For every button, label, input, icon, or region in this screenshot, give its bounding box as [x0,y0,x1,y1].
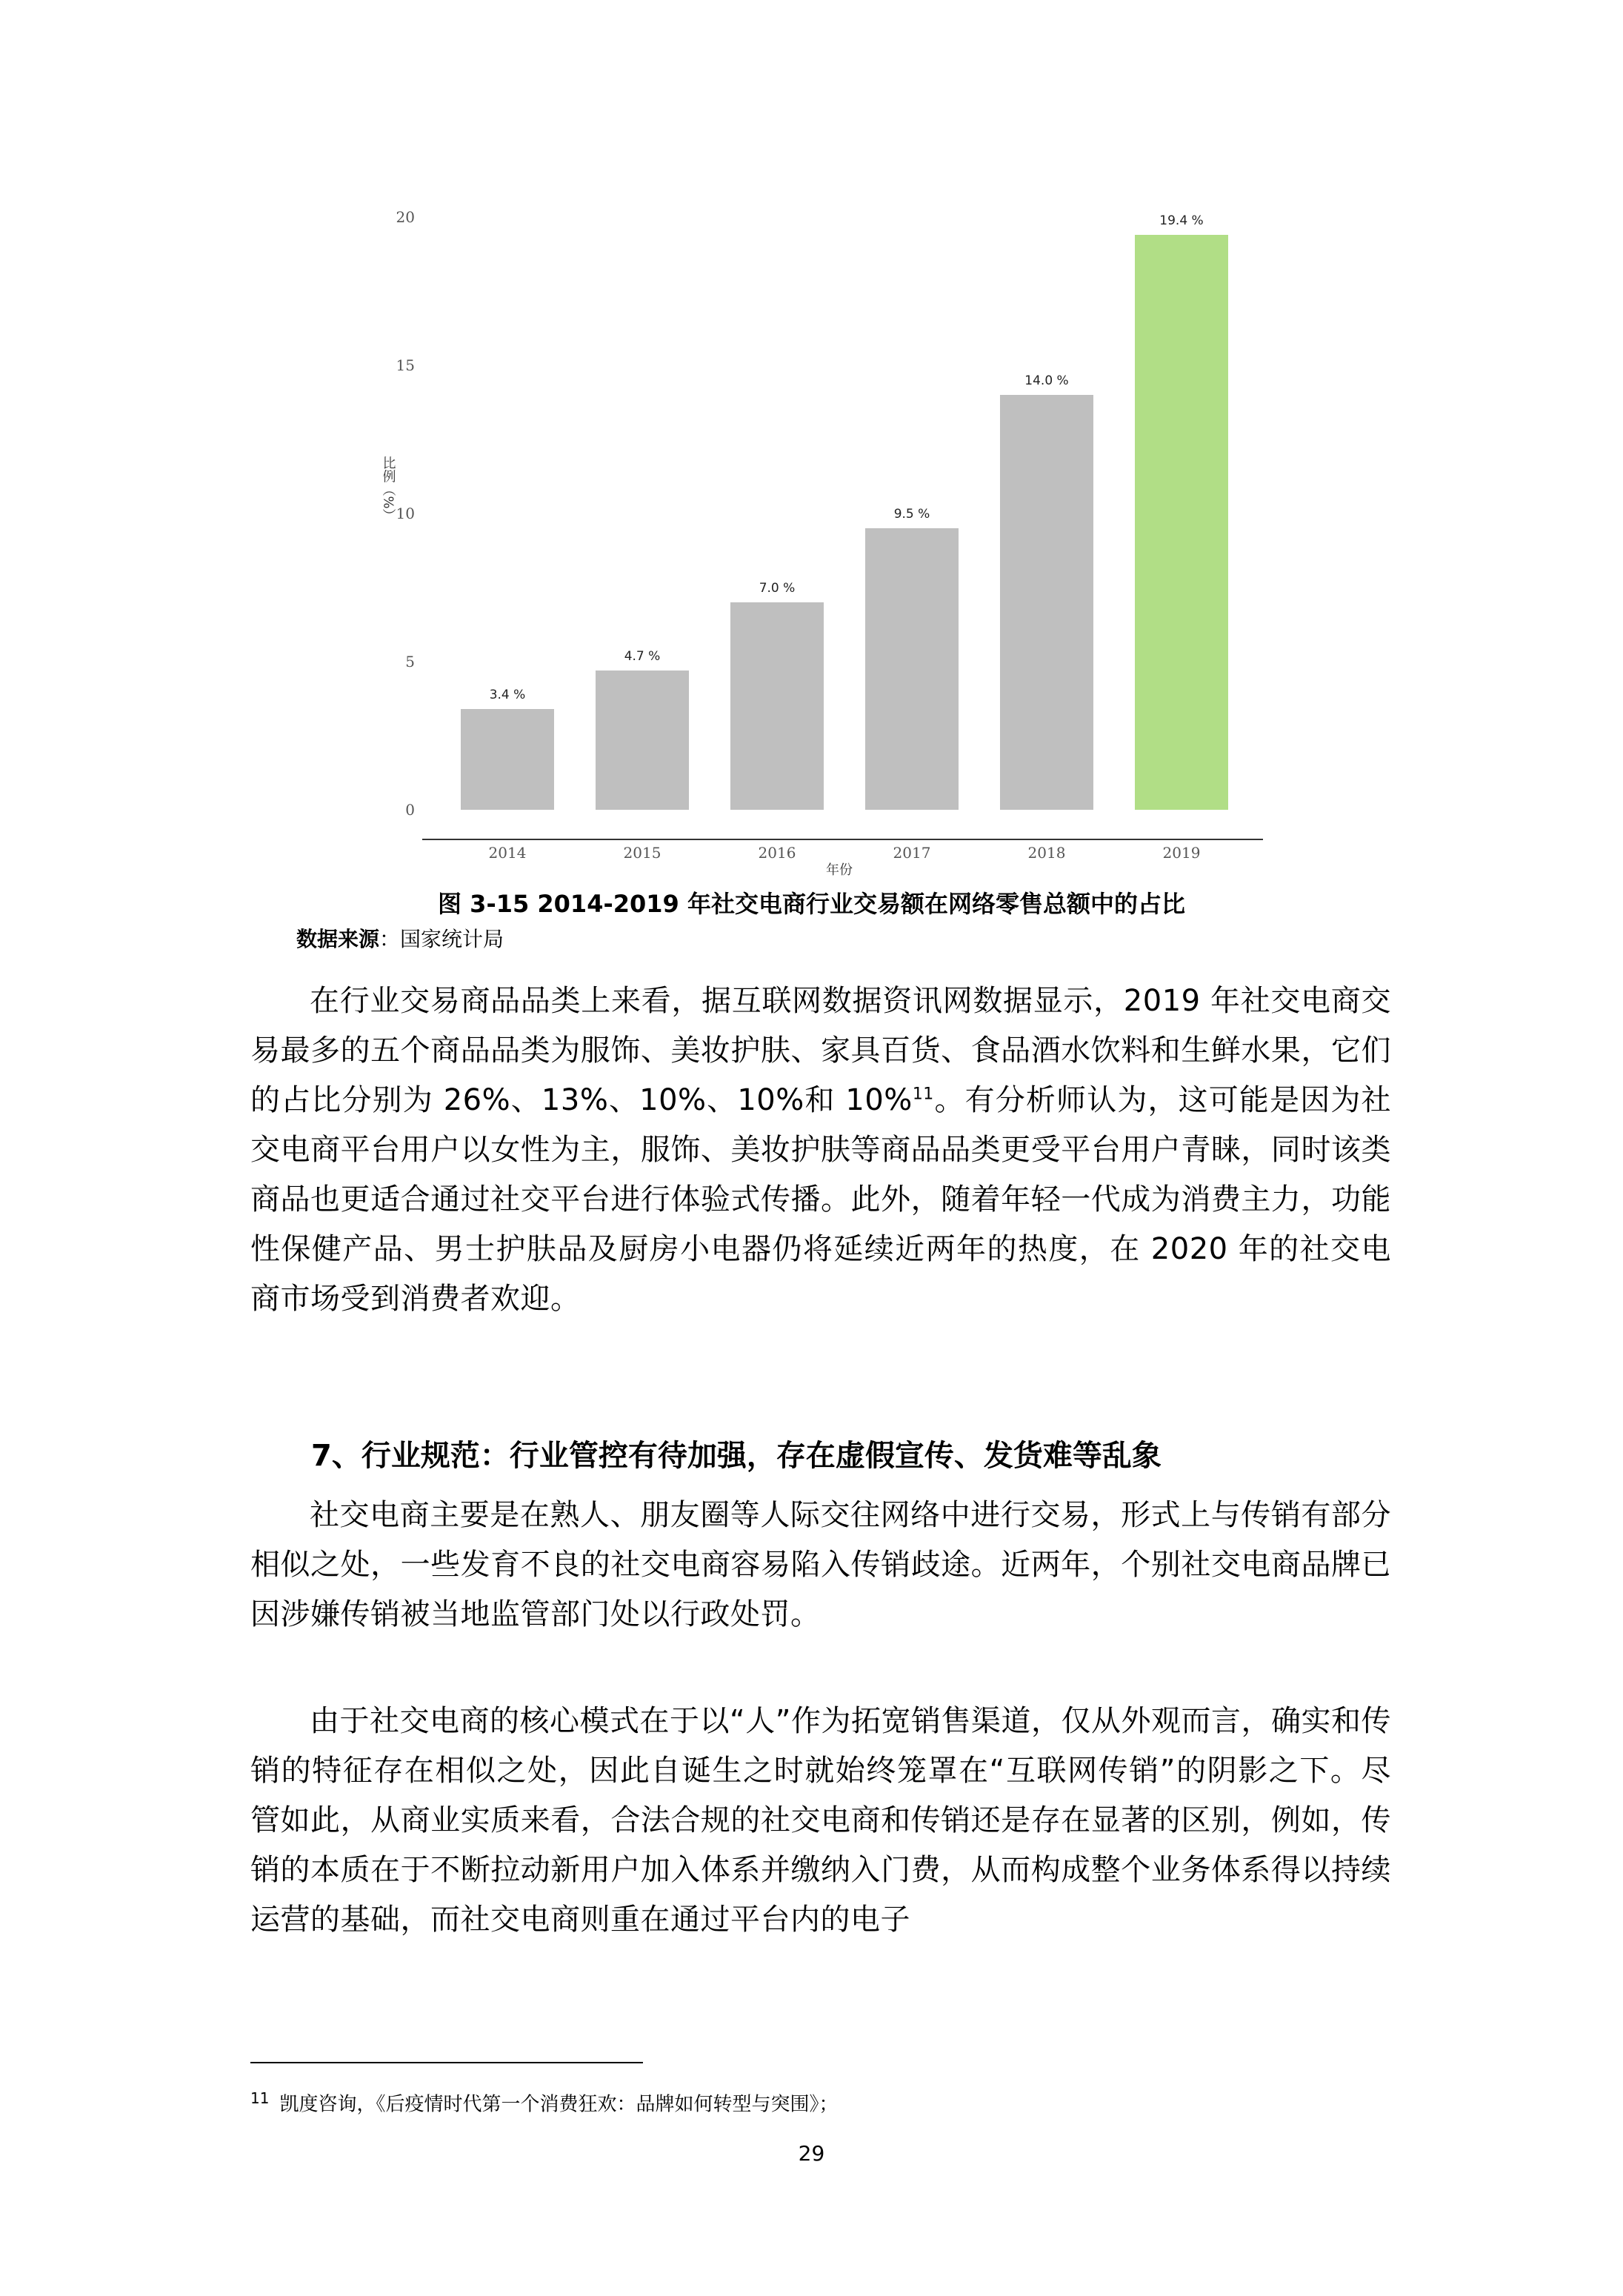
x-tick-label: 2018 [1027,844,1066,862]
paragraph-3 [250,1697,1391,1945]
bar-2016 [730,602,824,810]
bar-data-label: 3.4 % [489,688,526,702]
bar-2019 [1135,235,1228,810]
bar-2014 [461,709,554,810]
x-tick-label: 2014 [488,844,527,862]
bar-2018 [1000,395,1093,810]
y-tick-label: 10 [396,505,415,522]
bar-data-label: 19.4 % [1159,213,1204,228]
footnote-divider [250,2062,643,2063]
section-heading: 7、行业规范：行业管控有待加强，存在虚假宣传、发货难等乱象 [311,1439,1162,1473]
paragraph-2 [250,1491,1391,1640]
bar-data-label: 9.5 % [893,507,930,522]
paragraph-1 [250,976,1391,1324]
page-number: 29 [798,2141,825,2166]
paragraph-2-text: 社交电商主要是在熟人、朋友圈等人际交往网络中进行交易，形式上与传销有部分相似之处，一些发育不良的社交电商容易陷入传销歧途。近两年，个别社交电商品牌已因涉嫌传销被当地监管部门处以行政处罚。 [250,1498,1391,1631]
figure-caption: 图 3-15 2014-2019 年社交电商行业交易额在网络零售总额中的占比 [438,890,1185,918]
x-tick-label: 2019 [1162,844,1201,862]
bar-chart [0,0,1623,889]
paragraph-1-text-a: 在行业交易商品品类上来看，据互联网数据资讯网数据显示，2019 年社交电商交易最多的五个商品品类为服饰、美妆护肤、家具百货、食品酒水饮料和生鲜水果，它们的占比分别为 26%、13%、10%、10%和 10% [250,984,1391,1117]
bars [461,235,1228,810]
bar-2015 [596,671,689,810]
x-axis-label: 年份 [826,862,853,878]
y-tick-label: 0 [405,801,415,819]
x-axis-ticks [489,844,1201,862]
footnote-text: 凯度咨询，《后疫情时代第一个消费狂欢：品牌如何转型与突围》； [279,2093,839,2116]
footnote [250,2083,838,2120]
y-axis-label [381,456,396,522]
paragraph-3-text: 由于社交电商的核心模式在于以“人”作为拓宽销售渠道，仅从外观而言，确实和传销的特征存在相似之处，因此自诞生之时就始终笼罩在“互联网传销”的阴影之下。尽管如此，从商业实质来看，合法合规的社交电商和传销还是存在显著的区别，例如，传销的本质在于不断拉动新用户加入体系并缴纳入门费，从而构成整个业务体系得以持续运营的基础，而社交电商则重在通过平台内的电子 [250,1704,1391,1937]
y-tick-label: 15 [396,356,415,374]
data-source [296,925,504,954]
y-tick-label: 20 [396,208,415,226]
paragraph-1-text-b: 。有分析师认为，这可能是因为社交电商平台用户以女性为主，服饰、美妆护肤等商品品类更受平台用户青睐，同时该类商品也更适合通过社交平台进行体验式传播。此外，随着年轻一代成为消费主力，功能性保健产品、男士护肤品及厨房小电器仍将延续近两年的热度，在 2020 年的社交电商市场受到消费者欢迎。 [250,1083,1392,1316]
y-tick-label: 5 [405,653,415,671]
bar-data-labels [490,213,1204,702]
footnote-number: 11 [250,2089,270,2107]
bar-data-label: 14.0 % [1024,373,1069,388]
x-tick-label: 2016 [758,844,796,862]
data-source-label: 数据来源 [296,927,380,951]
bar-data-label: 7.0 % [759,581,796,596]
y-axis-label-text: 比例（%） [380,456,396,522]
y-axis-ticks [396,208,415,819]
footnote-ref: 11 [912,1085,934,1104]
bar-data-label: 4.7 % [624,649,661,664]
bar-2017 [865,528,959,810]
x-tick-label: 2017 [893,844,931,862]
data-source-value: ：国家统计局 [379,927,504,951]
x-tick-label: 2015 [623,844,661,862]
